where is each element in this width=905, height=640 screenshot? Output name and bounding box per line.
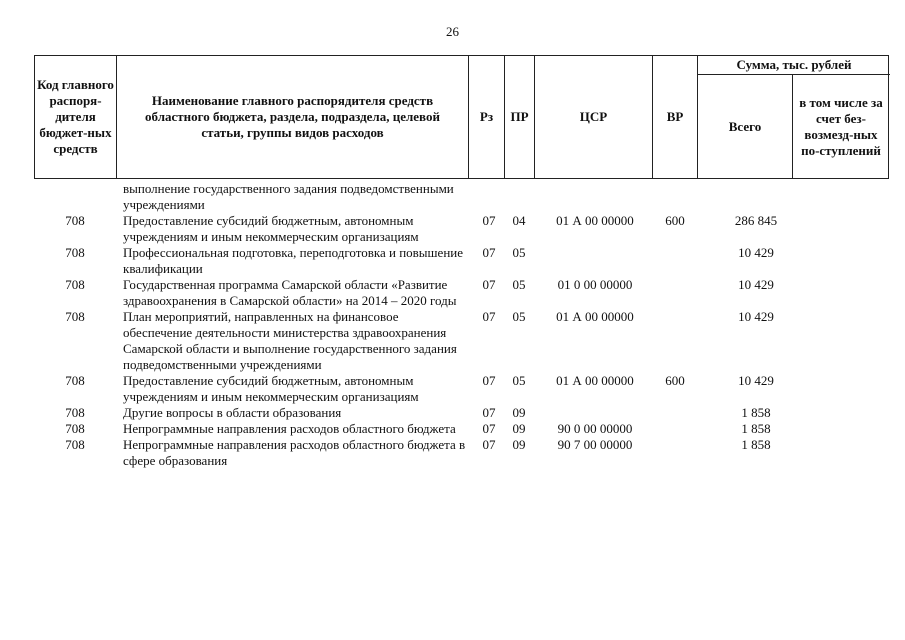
cell-pr: 09 [512,421,526,436]
cell-code: 708 [65,277,85,292]
cell-total: 10 429 [738,309,774,324]
cell-pr: 04 [512,213,526,228]
header-name: Наименование главного распорядителя средств областного бюджета, раздела, подраздела, целевой статьи, группы видов расходов [117,56,469,178]
cell-name: План мероприятий, направленных на финансовое обеспечение деятельности министерства здравоохранения Самарской области и выполнение государственного задания подведомственными учреждениями [123,309,457,372]
cell-total: 10 429 [738,245,774,260]
table-row [34,181,889,213]
cell-name: Предоставление субсидий бюджетным, автономным учреждениям и иным некоммерческим организациям [123,373,419,404]
table-row [34,421,889,437]
table-body [34,181,889,469]
header-csr: ЦСР [535,56,653,178]
cell-rz: 07 [482,245,496,260]
cell-csr: 01 А 00 00000 [556,373,634,388]
cell-rz: 07 [482,405,496,420]
table-row [34,373,889,405]
cell-csr: 01 0 00 00000 [557,277,633,292]
cell-name: Государственная программа Самарской области «Развитие здравоохранения в Самарской области» на 2014 – 2020 годы [123,277,457,308]
cell-name: выполнение государственного задания подведомственными учреждениями [123,181,454,212]
cell-code: 708 [65,437,85,452]
cell-total: 1 858 [741,405,771,420]
cell-name: Непрограммные направления расходов областного бюджета в сфере образования [123,437,466,468]
cell-total: 10 429 [738,277,774,292]
cell-csr: 01 А 00 00000 [556,309,634,324]
cell-total: 286 845 [734,213,778,228]
header-pr: ПР [505,56,535,178]
table-header [34,55,889,179]
cell-code: 708 [65,213,85,228]
cell-csr: 01 А 00 00000 [556,213,634,228]
cell-rz: 07 [482,309,496,324]
table-row [34,245,889,277]
cell-rz: 07 [482,421,496,436]
cell-rz: 07 [482,277,496,292]
cell-code: 708 [65,309,85,324]
header-vr: ВР [653,56,698,178]
cell-vr: 600 [665,373,685,388]
table-row [34,213,889,245]
cell-pr: 09 [512,437,526,452]
cell-name: Предоставление субсидий бюджетным, автономным учреждениям и иным некоммерческим организациям [123,213,419,244]
cell-code: 708 [65,373,85,388]
header-sum: Сумма, тыс. рублей [698,56,890,75]
cell-pr: 05 [512,245,526,260]
cell-total: 1 858 [741,421,771,436]
cell-code: 708 [65,405,85,420]
cell-csr: 90 7 00 00000 [557,437,633,452]
cell-pr: 05 [512,277,526,292]
header-code: Код главного распоря-дителя бюджет-ных средств [35,56,117,178]
header-total: Всего [698,75,793,178]
table-row [34,277,889,309]
table-row [34,437,889,469]
page-number: 26 [446,24,459,39]
cell-pr: 05 [512,309,526,324]
header-incl: в том числе за счет без-возмезд-ных по-ступлений [799,94,883,158]
cell-pr: 09 [512,405,526,420]
cell-pr: 05 [512,373,526,388]
cell-csr: 90 0 00 00000 [557,421,633,436]
cell-code: 708 [65,245,85,260]
cell-total: 10 429 [738,373,774,388]
cell-rz: 07 [482,437,496,452]
cell-name: Профессиональная подготовка, переподготовка и повышение квалификации [123,245,464,276]
cell-rz: 07 [482,373,496,388]
cell-name: Другие вопросы в области образования [123,405,342,420]
cell-vr: 600 [665,213,685,228]
cell-name: Непрограммные направления расходов областного бюджета [123,421,456,436]
cell-total: 1 858 [741,437,771,452]
cell-code: 708 [65,421,85,436]
header-rz: Рз [469,56,505,178]
table-row [34,309,889,373]
table-row [34,405,889,421]
cell-rz: 07 [482,213,496,228]
